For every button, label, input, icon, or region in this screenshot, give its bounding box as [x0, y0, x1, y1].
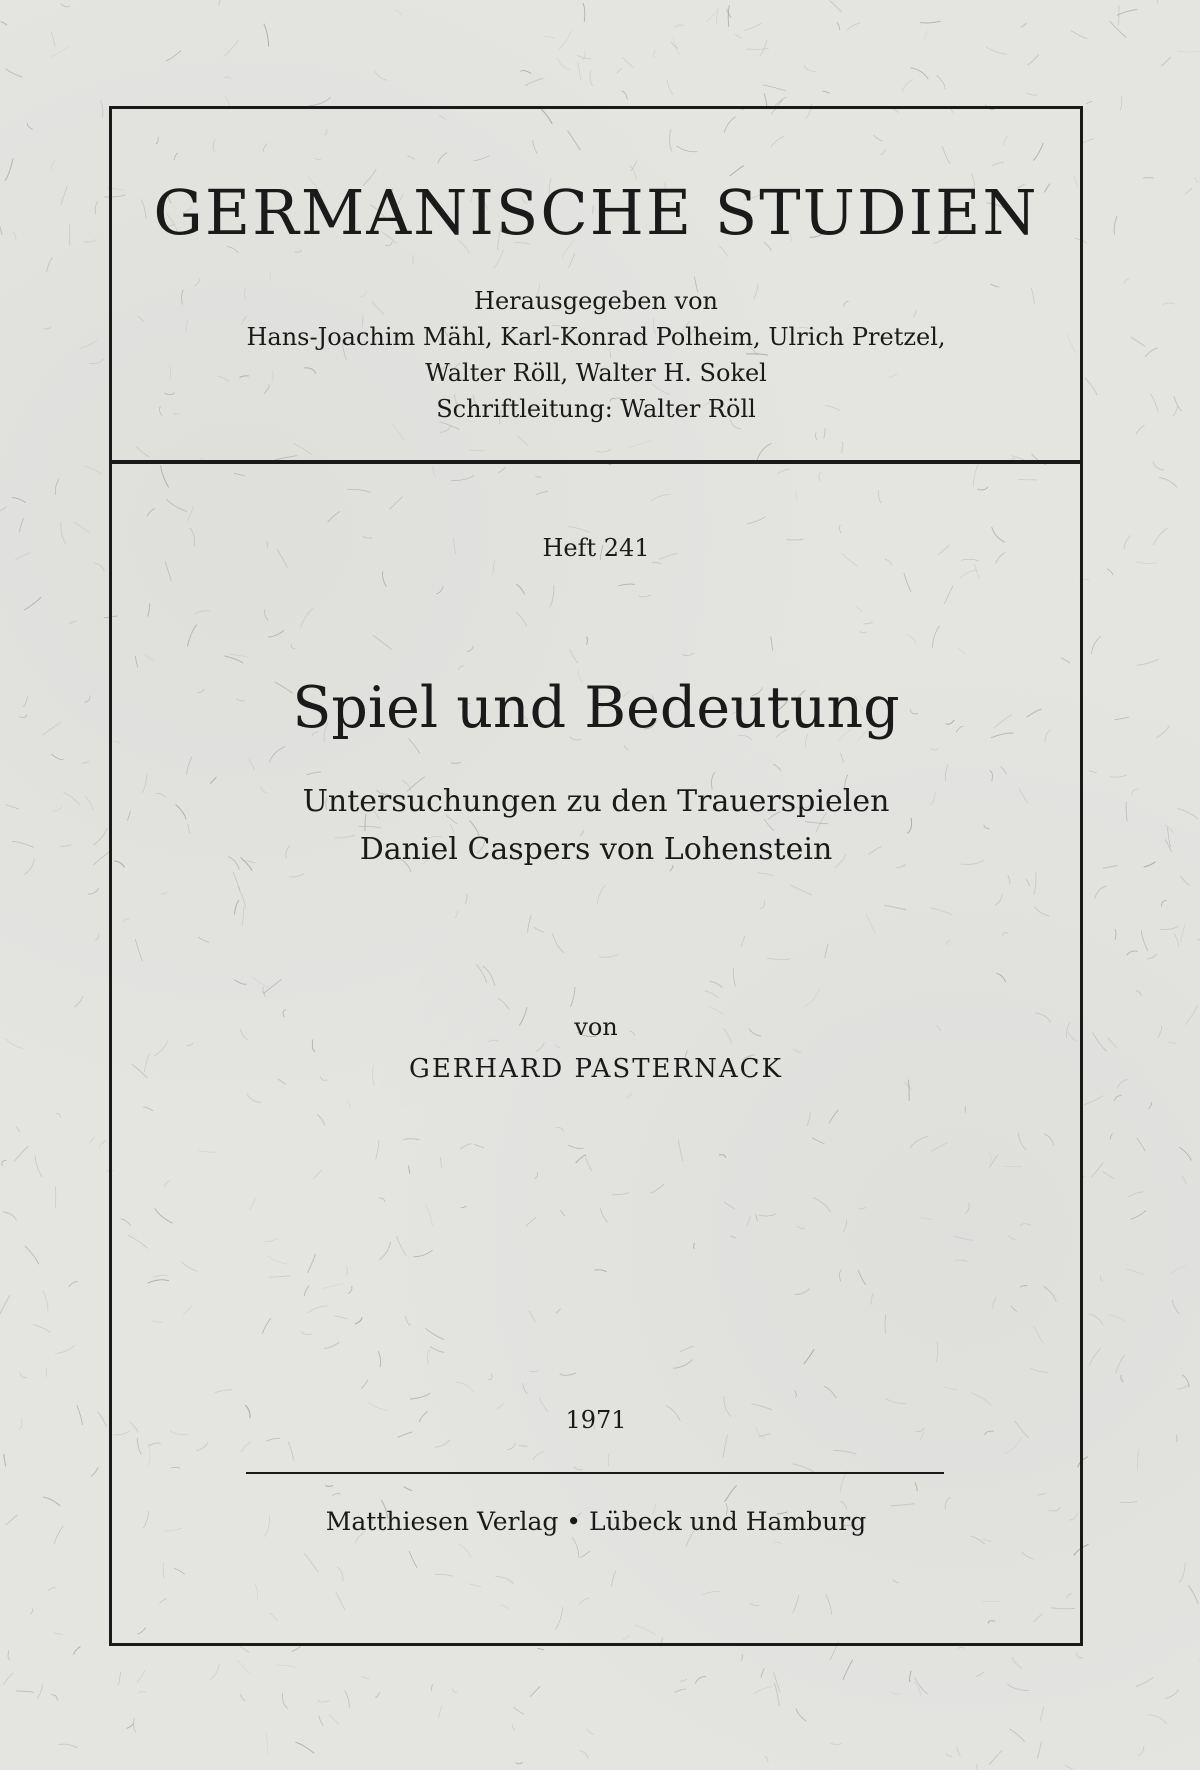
paper-fiber — [217, 0, 219, 5]
paper-fiber — [754, 1687, 773, 1694]
paper-fiber — [558, 31, 571, 50]
paper-fiber — [695, 1676, 706, 1683]
paper-fiber — [796, 1709, 806, 1721]
paper-fiber — [319, 1715, 324, 1725]
paper-fiber — [51, 32, 55, 47]
paper-fiber — [100, 101, 103, 118]
paper-fiber — [33, 1325, 50, 1333]
paper-fiber — [309, 97, 331, 106]
paper-fiber — [452, 1688, 457, 1692]
paper-fiber — [1065, 1765, 1073, 1769]
paper-fiber — [728, 5, 729, 27]
paper-fiber — [85, 796, 93, 810]
paper-fiber — [537, 1648, 544, 1649]
paper-fiber — [137, 1670, 146, 1683]
paper-fiber — [590, 70, 593, 86]
paper-fiber — [295, 1742, 314, 1753]
paper-fiber — [54, 1526, 63, 1544]
paper-fiber — [1109, 1315, 1126, 1322]
paper-fiber — [439, 1705, 442, 1718]
paper-fiber — [1118, 5, 1119, 25]
paper-fiber — [43, 1291, 48, 1312]
paper-fiber — [27, 123, 33, 130]
paper-fiber — [1181, 876, 1190, 885]
paper-fiber — [760, 40, 767, 57]
paper-fiber — [1128, 1192, 1145, 1198]
paper-fiber — [1115, 929, 1116, 940]
paper-fiber — [12, 841, 34, 847]
paper-fiber — [774, 1672, 781, 1693]
paper-fiber — [89, 1137, 95, 1143]
paper-fiber — [1150, 394, 1158, 412]
paper-fiber — [530, 1686, 540, 1696]
paper-fiber — [55, 1345, 75, 1354]
paper-fiber — [986, 47, 1007, 54]
paper-fiber — [1174, 396, 1182, 411]
paper-fiber — [516, 1762, 523, 1764]
paper-fiber — [1, 22, 7, 26]
paper-fiber — [1040, 1706, 1044, 1721]
paper-fiber — [1071, 30, 1088, 38]
paper-fiber — [525, 78, 543, 86]
paper-fiber — [1124, 535, 1130, 549]
paper-fiber — [747, 48, 769, 49]
paper-fiber — [1179, 1562, 1185, 1583]
paper-fiber — [6, 1515, 17, 1525]
paper-fiber — [1195, 177, 1198, 182]
paper-fiber — [902, 80, 913, 92]
paper-fiber — [1142, 930, 1149, 951]
paper-fiber — [74, 1646, 81, 1654]
paper-fiber — [823, 91, 830, 93]
paper-fiber — [925, 30, 929, 40]
paper-fiber — [74, 996, 83, 1007]
paper-fiber — [1117, 10, 1137, 16]
paper-fiber — [1181, 924, 1185, 943]
paper-fiber — [94, 563, 104, 572]
paper-fiber — [1177, 51, 1199, 52]
paper-fiber — [1012, 1657, 1023, 1669]
paper-fiber — [1165, 825, 1174, 834]
paper-fiber — [622, 91, 628, 99]
paper-fiber — [1174, 933, 1178, 946]
paper-fiber — [763, 85, 786, 91]
paper-fiber — [99, 1140, 106, 1148]
paper-fiber — [266, 1732, 268, 1754]
paper-fiber — [957, 1747, 960, 1756]
paper-fiber — [1127, 951, 1138, 955]
paper-fiber — [920, 21, 941, 23]
paper-fiber — [0, 222, 2, 235]
paper-fiber — [1028, 55, 1039, 65]
paper-fiber — [18, 1418, 22, 1430]
paper-fiber — [1007, 1684, 1029, 1691]
paper-fiber — [623, 57, 634, 68]
paper-fiber — [1114, 216, 1117, 235]
paper-fiber — [774, 1683, 779, 1706]
paper-fiber — [276, 1665, 295, 1668]
paper-fiber — [891, 1692, 901, 1695]
paper-fiber — [1173, 406, 1178, 417]
paper-fiber — [237, 1660, 250, 1673]
paper-fiber — [1110, 21, 1127, 37]
paper-fiber — [675, 1689, 687, 1693]
paper-fiber — [1089, 771, 1097, 773]
publication-year: 1971 — [565, 1406, 627, 1434]
editors-line: Hans-Joachim Mähl, Karl-Konrad Polheim, Ulrich Pretzel, — [246, 323, 946, 351]
publisher-line: Matthiesen Verlag • Lübeck und Hamburg — [325, 1507, 867, 1536]
paper-fiber — [1138, 1746, 1144, 1756]
paper-fiber — [1091, 1162, 1103, 1177]
paper-fiber — [48, 1588, 56, 1591]
paper-fiber — [1084, 1096, 1103, 1105]
paper-fiber — [292, 1646, 302, 1652]
paper-fiber — [1125, 279, 1129, 283]
paper-fiber — [361, 1677, 369, 1679]
paper-fiber — [90, 359, 104, 364]
paper-fiber — [976, 1672, 984, 1677]
paper-fiber — [583, 3, 585, 22]
paper-fiber — [3, 1212, 17, 1220]
paper-fiber — [64, 792, 80, 804]
paper-fiber — [6, 69, 23, 77]
paper-fiber — [1114, 1096, 1122, 1101]
paper-fiber — [88, 888, 99, 894]
paper-fiber — [43, 1497, 60, 1506]
paper-fiber — [77, 1405, 83, 1425]
paper-fiber — [375, 1692, 380, 1698]
paper-fiber — [84, 240, 96, 242]
paper-fiber — [50, 46, 68, 57]
paper-fiber — [1117, 1080, 1127, 1089]
paper-fiber — [1037, 1742, 1041, 1759]
paper-fiber — [1168, 1042, 1177, 1044]
paper-fiber — [51, 806, 62, 811]
paper-fiber — [937, 75, 946, 89]
paper-fiber — [0, 1295, 10, 1314]
paper-fiber — [915, 1678, 928, 1695]
paper-fiber — [1110, 1133, 1113, 1139]
paper-fiber — [946, 1753, 952, 1756]
paper-fiber — [84, 696, 90, 703]
paper-fiber — [1156, 726, 1169, 738]
paper-fiber — [19, 518, 23, 532]
paper-fiber — [79, 341, 97, 349]
paper-fiber — [761, 1668, 764, 1677]
paper-fiber — [55, 479, 59, 495]
paper-fiber — [1161, 900, 1166, 906]
paper-fiber — [1158, 1025, 1161, 1037]
editors-intro: Herausgegeben von — [474, 287, 718, 315]
paper-fiber — [830, 1743, 842, 1745]
paper-fiber — [579, 1751, 588, 1760]
paper-fiber — [1110, 775, 1127, 777]
paper-fiber — [166, 51, 181, 62]
paper-fiber — [5, 159, 13, 181]
book-subtitle-line: Untersuchungen zu den Trauerspielen — [302, 784, 890, 819]
paper-fiber — [6, 1039, 24, 1049]
paper-fiber — [318, 1700, 330, 1702]
paper-fiber — [675, 25, 684, 28]
paper-fiber — [8, 1651, 10, 1660]
paper-fiber — [1103, 866, 1117, 869]
paper-fiber — [1188, 1585, 1198, 1603]
paper-fiber — [1136, 991, 1141, 996]
paper-fiber — [727, 9, 732, 18]
paper-fiber — [345, 1691, 350, 1708]
paper-fiber — [1136, 1677, 1154, 1686]
paper-fiber — [1095, 886, 1107, 898]
paper-fiber — [680, 1679, 687, 1681]
paper-fiber — [38, 1684, 43, 1699]
paper-fiber — [138, 1692, 146, 1693]
paper-fiber — [51, 754, 63, 760]
paper-fiber — [83, 466, 101, 474]
paper-fiber — [1153, 461, 1164, 470]
paper-fiber — [119, 1672, 121, 1685]
paper-fiber — [765, 1756, 768, 1762]
paper-fiber — [1161, 57, 1171, 66]
paper-fiber — [1126, 802, 1127, 822]
paper-fiber — [1165, 1690, 1179, 1699]
paper-fiber — [1102, 1172, 1113, 1179]
paper-fiber — [989, 1750, 1002, 1764]
paper-fiber — [1009, 1729, 1025, 1742]
paper-fiber — [1136, 425, 1145, 434]
paper-fiber — [240, 1646, 249, 1652]
paper-fiber — [512, 1724, 515, 1730]
paper-fiber — [1171, 1266, 1186, 1274]
paper-fiber — [69, 1282, 78, 1288]
author-name: GERHARD PASTERNACK — [409, 1054, 783, 1084]
paper-fiber — [20, 1373, 27, 1378]
paper-fiber — [1126, 1269, 1144, 1275]
paper-fiber — [1185, 1005, 1197, 1024]
paper-fiber — [93, 828, 107, 845]
paper-fiber — [16, 1691, 34, 1692]
paper-fiber — [1147, 954, 1157, 959]
paper-fiber — [843, 1660, 853, 1680]
paper-fiber — [1107, 1038, 1117, 1049]
paper-fiber — [24, 597, 41, 610]
book-title: Spiel und Bedeutung — [292, 675, 900, 741]
paper-fiber — [1021, 23, 1026, 27]
paper-fiber — [98, 1412, 107, 1427]
paper-fiber — [914, 1682, 921, 1697]
paper-fiber — [82, 762, 89, 764]
paper-fiber — [742, 1654, 743, 1661]
paper-fiber — [95, 933, 99, 941]
paper-fiber — [617, 69, 622, 74]
paper-fiber — [716, 7, 718, 24]
paper-fiber — [210, 1664, 219, 1680]
paper-fiber — [16, 1127, 20, 1132]
paper-fiber — [578, 63, 581, 79]
paper-fiber — [1148, 1103, 1151, 1110]
paper-fiber — [14, 1146, 28, 1161]
paper-fiber — [829, 0, 841, 12]
paper-fiber — [1151, 0, 1157, 3]
paper-fiber — [736, 34, 742, 38]
paper-fiber — [1091, 636, 1100, 654]
paper-fiber — [59, 1744, 78, 1748]
paper-fiber — [1177, 809, 1198, 820]
paper-fiber — [1089, 1314, 1104, 1325]
paper-fiber — [1137, 659, 1159, 665]
paper-fiber — [1182, 1175, 1187, 1184]
paper-fiber — [1137, 1138, 1145, 1151]
paper-fiber — [586, 1729, 594, 1735]
paper-fiber — [42, 722, 61, 736]
paper-fiber — [25, 1246, 39, 1264]
paper-fiber — [47, 257, 53, 272]
paper-fiber — [1090, 1347, 1102, 1365]
paper-fiber — [1162, 303, 1175, 305]
paper-fiber — [375, 71, 388, 80]
paper-fiber — [837, 22, 840, 30]
paper-fiber — [1172, 1300, 1179, 1314]
paper-fiber — [1143, 178, 1154, 179]
paper-fiber — [1131, 337, 1145, 347]
paper-fiber — [4, 1673, 14, 1685]
paper-fiber — [19, 715, 26, 718]
paper-fiber — [1153, 528, 1168, 545]
paper-fiber — [1160, 926, 1179, 929]
paper-fiber — [804, 65, 816, 71]
paper-fiber — [1116, 1355, 1125, 1373]
paper-fiber — [1159, 478, 1177, 488]
paper-fiber — [958, 1647, 965, 1648]
paper-fiber — [1137, 1449, 1139, 1470]
paper-fiber — [35, 1155, 42, 1177]
paper-fiber — [56, 1113, 61, 1117]
paper-fiber — [13, 231, 16, 240]
paper-fiber — [544, 37, 556, 39]
paper-fiber — [577, 55, 591, 58]
paper-fiber — [707, 12, 717, 22]
series-title: GERMANISCHE STUDIEN — [153, 176, 1039, 249]
paper-fiber — [95, 201, 97, 215]
paper-fiber — [654, 50, 656, 58]
editors-line: Schriftleitung: Walter Röll — [436, 395, 756, 423]
paper-fiber — [521, 71, 532, 74]
paper-fiber — [282, 1693, 287, 1709]
paper-fiber — [743, 23, 761, 30]
paper-fiber — [44, 327, 51, 329]
paper-fiber — [0, 507, 7, 512]
paper-fiber — [61, 3, 71, 6]
paper-fiber — [12, 498, 26, 503]
paper-fiber — [15, 552, 30, 559]
paper-fiber — [51, 1695, 57, 1701]
paper-fiber — [431, 1684, 433, 1691]
paper-fiber — [1100, 1276, 1102, 1282]
paper-fiber — [133, 1718, 135, 1732]
paper-fiber — [911, 68, 929, 80]
paper-fiber — [1145, 348, 1158, 357]
paper-fiber — [241, 1694, 246, 1701]
paper-fiber — [1026, 93, 1038, 95]
paper-fiber — [1093, 1033, 1107, 1052]
paper-fiber — [73, 522, 90, 534]
paper-fiber — [1179, 1147, 1191, 1160]
paper-fiber — [1077, 1652, 1083, 1658]
paper-fiber — [1120, 1501, 1138, 1502]
paper-fiber — [1115, 717, 1129, 720]
paper-fiber — [54, 1633, 64, 1635]
paper-fiber — [557, 58, 570, 70]
paper-fiber — [1136, 562, 1157, 564]
paper-fiber — [4, 1454, 6, 1466]
paper-fiber — [847, 23, 860, 31]
paper-fiber — [1176, 1435, 1177, 1442]
paper-fiber — [6, 805, 20, 810]
paper-fiber — [31, 1608, 33, 1614]
paper-fiber — [46, 1368, 47, 1376]
paper-fiber — [127, 1723, 134, 1728]
book-subtitle-line: Daniel Caspers von Lohenstein — [359, 832, 833, 867]
paper-fiber — [1085, 378, 1097, 395]
paper-fiber — [1121, 1375, 1124, 1382]
paper-fiber — [61, 186, 67, 205]
paper-fiber — [69, 621, 77, 623]
paper-fiber — [1177, 1384, 1189, 1389]
paper-fiber — [1132, 789, 1140, 795]
publisher-divider — [246, 1472, 944, 1474]
paper-fiber — [24, 858, 34, 875]
paper-fiber — [2, 1161, 6, 1166]
editors-line: Walter Röll, Walter H. Sokel — [425, 359, 767, 387]
header-divider — [112, 460, 1080, 464]
paper-fiber — [582, 51, 585, 61]
paper-fiber — [395, 10, 401, 15]
paper-fiber — [513, 1707, 524, 1714]
paper-fiber — [1131, 1210, 1146, 1219]
paper-fiber — [1086, 102, 1092, 104]
paper-fiber — [329, 1715, 339, 1725]
paper-fiber — [224, 40, 239, 57]
paper-fiber — [60, 845, 71, 846]
issue-number: Heft 241 — [542, 534, 650, 562]
paper-fiber — [51, 160, 55, 171]
paper-fiber — [667, 80, 673, 95]
paper-fiber — [1185, 188, 1193, 195]
paper-fiber — [61, 522, 66, 545]
author-by-label: von — [574, 1013, 618, 1041]
paper-fiber — [23, 696, 28, 707]
paper-fiber — [224, 77, 231, 79]
paper-fiber — [910, 1671, 912, 1682]
paper-fiber — [1144, 862, 1156, 868]
paper-fiber — [264, 24, 269, 47]
paper-fiber — [1121, 96, 1122, 110]
paper-fiber — [1148, 1715, 1167, 1724]
paper-fiber — [1107, 569, 1113, 575]
paper-fiber — [91, 1467, 98, 1476]
